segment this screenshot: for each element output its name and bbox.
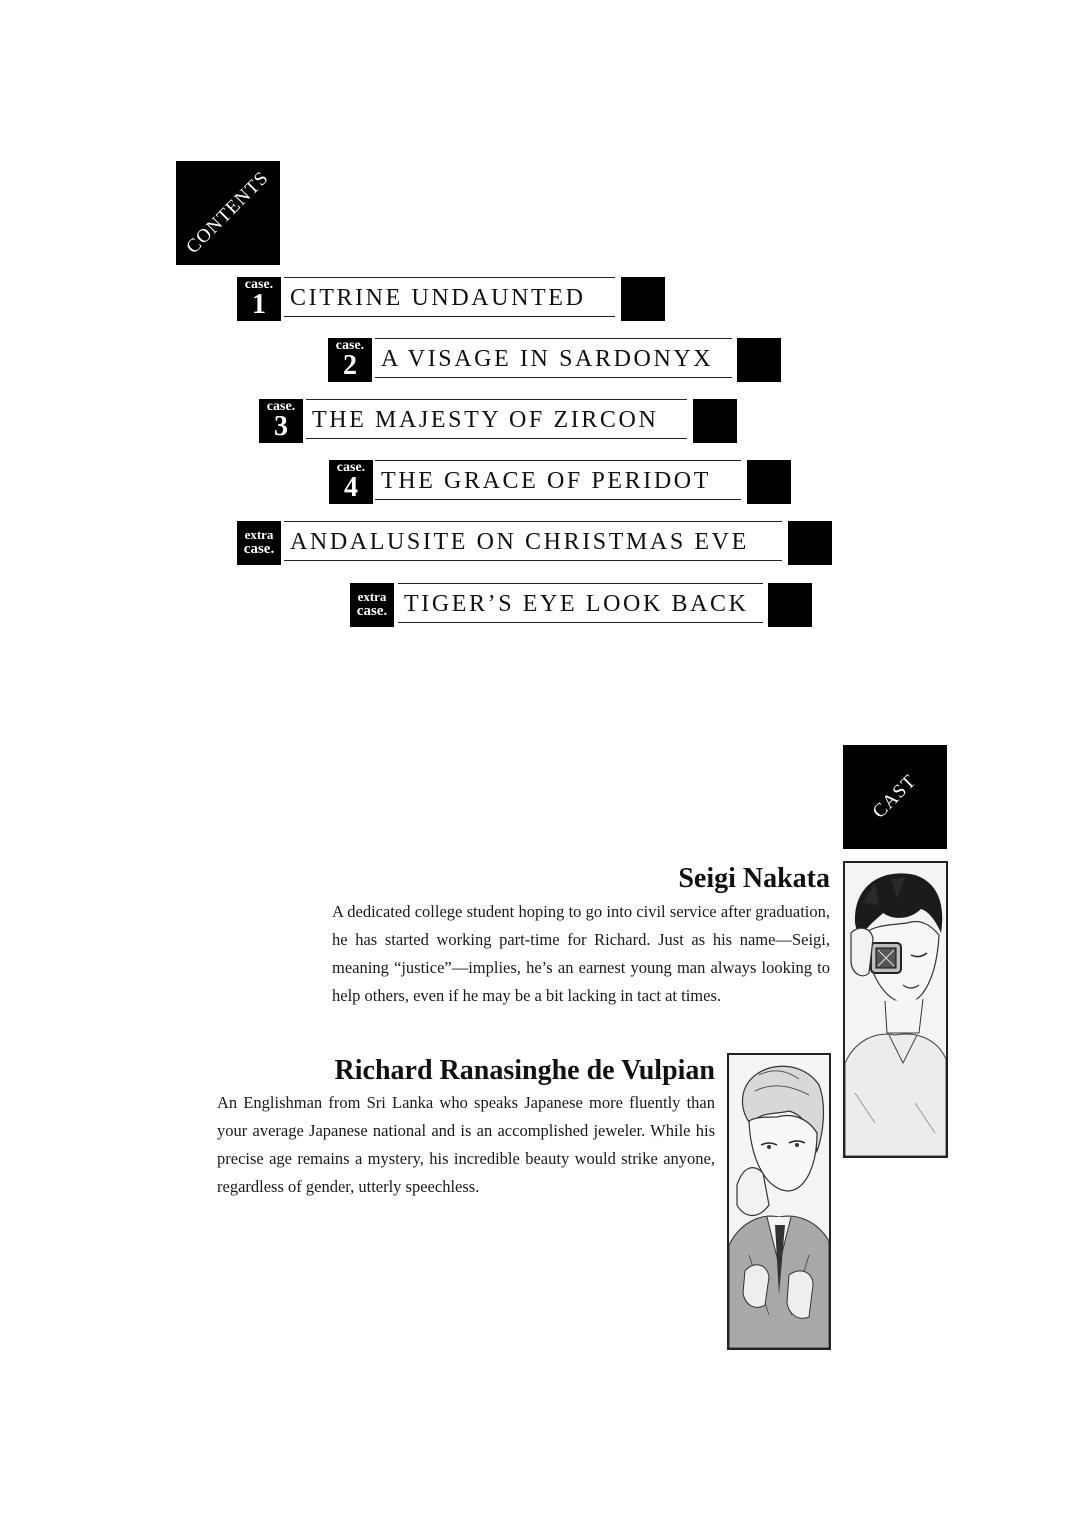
case-badge: [350, 583, 394, 627]
toc-title: THE GRACE OF PERIDOT: [375, 460, 741, 500]
end-square: [737, 338, 781, 382]
case-word: extra: [244, 527, 274, 542]
seigi-illustration-icon: [845, 863, 946, 1156]
cast-name-richard: Richard Ranasinghe de Vulpian: [334, 1055, 715, 1086]
case-badge: [237, 521, 281, 565]
case-number: case.: [356, 603, 388, 619]
toc-title: THE MAJESTY OF ZIRCON: [306, 399, 687, 439]
cast-description-richard: An Englishman from Sri Lanka who speaks Japanese more fluently than your average Japanese national and is an accomplished jeweler. While his precise age remains a mystery, his incredible beauty would strike anyone, regardless of gender, utterly speechless.: [217, 1093, 715, 1196]
case-badge: [259, 399, 303, 443]
case-badge: [328, 338, 372, 382]
cast-description-seigi: A dedicated college student hoping to go into civil service after graduation, he has started working part-time for Richard. Just as his name—Seigi, meaning “justice”—implies, he’s an earnest young man always looking to help others, even if he may be a bit lacking in tact at times.: [332, 902, 830, 1005]
toc-title: CITRINE UNDAUNTED: [284, 277, 615, 317]
case-badge: [237, 277, 281, 321]
case-number: 1: [252, 289, 266, 320]
case-number: 3: [274, 411, 288, 442]
toc-title: TIGER’S EYE LOOK BACK: [398, 583, 763, 623]
case-word: case.: [244, 277, 274, 292]
cast-name-seigi: Seigi Nakata: [678, 863, 830, 894]
case-number: case.: [243, 541, 275, 557]
cast-heading: CAST: [868, 770, 921, 823]
toc-title: A VISAGE IN SARDONYX: [375, 338, 732, 378]
seigi-portrait: [843, 861, 948, 1158]
case-word: case.: [336, 460, 366, 475]
contents-heading: CONTENTS: [182, 167, 273, 258]
end-square: [693, 399, 737, 443]
contents-heading-box: [176, 161, 280, 265]
case-word: case.: [335, 338, 365, 353]
case-number: 2: [343, 350, 357, 381]
richard-illustration-icon: [729, 1055, 829, 1348]
end-square: [768, 583, 812, 627]
toc-title: ANDALUSITE ON CHRISTMAS EVE: [284, 521, 782, 561]
richard-portrait: [727, 1053, 831, 1350]
end-square: [621, 277, 665, 321]
case-number: 4: [344, 472, 358, 503]
case-badge: [329, 460, 373, 504]
cast-heading-box: [843, 745, 947, 849]
end-square: [747, 460, 791, 504]
case-word: case.: [266, 399, 296, 414]
case-word: extra: [357, 589, 387, 604]
end-square: [788, 521, 832, 565]
